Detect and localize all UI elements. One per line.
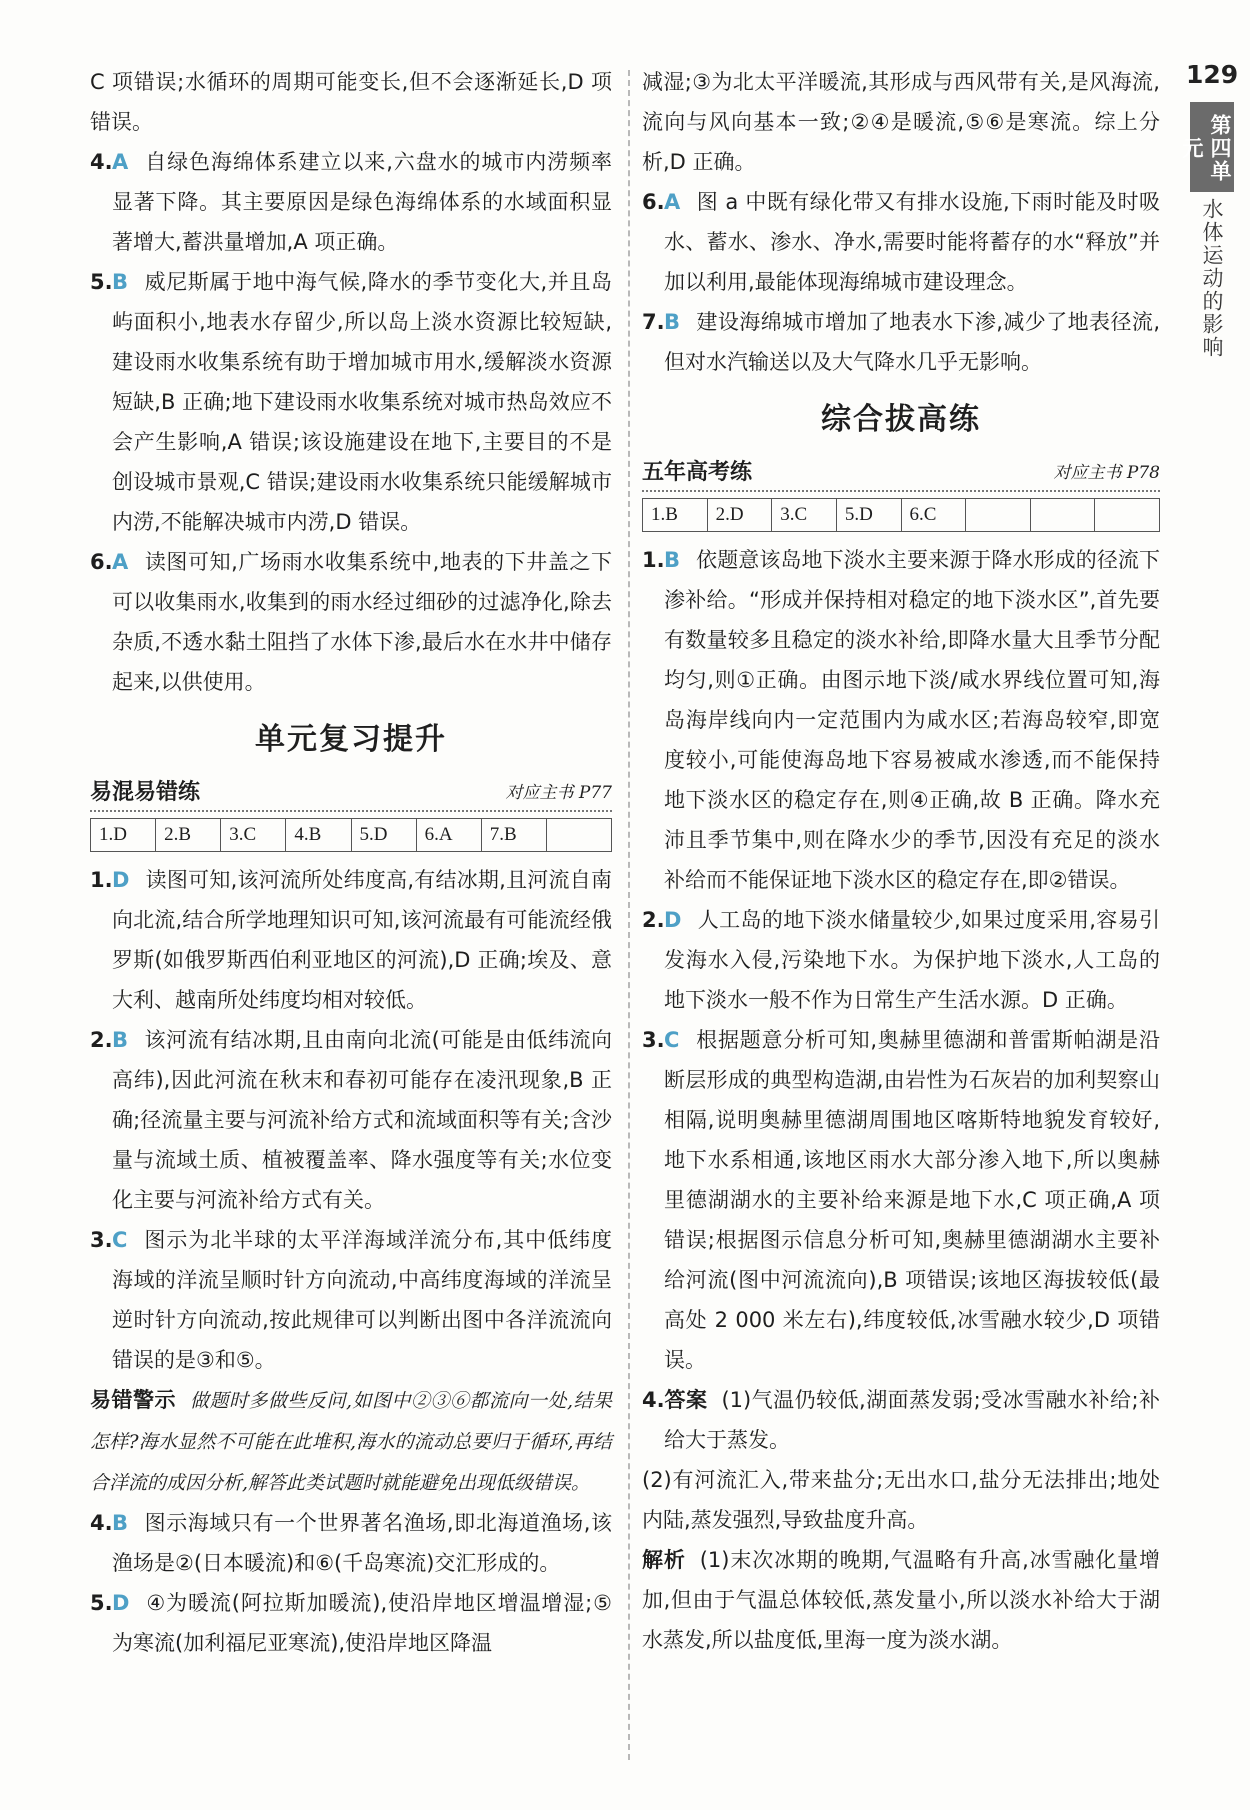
gaokao-item-4-part2: (2)有河流汇入,带来盐分;无出水口,盐分无法排出;地处内陆,蒸发强烈,导致盐度升高。 [642, 1468, 1160, 1532]
error-item-4: 4.B 图示海域只有一个世界著名渔场,即北海道渔场,该渔场是②(日本暖流)和⑥(千岛寒流)交汇形成的。 [90, 1511, 612, 1575]
answer-cell: 5.D [836, 499, 901, 532]
error-item-5: 5.D ④为暖流(阿拉斯加暖流),使沿岸地区增温增湿;⑤为寒流(加利福尼亚寒流),使沿岸地区降温 [90, 1591, 612, 1655]
answer-key-table [90, 818, 612, 852]
answer-cell: 4.B [286, 819, 351, 852]
answer-cell: 3.C [221, 819, 286, 852]
error-item-1: 1.D 读图可知,该河流所处纬度高,有结冰期,且河流自南向北流,结合所学地理知识可知,该河流最有可能流经俄罗斯(如俄罗斯西伯利亚地区的河流),D 正确;埃及、意大利、越南所处纬度均相对较低。 [90, 868, 612, 1012]
answer-cell [1030, 499, 1095, 532]
answer-item-4: 4.A 自绿色海绵体系建立以来,六盘水的城市内涝频率显著下降。其主要原因是绿色海绵体系的水域面积显著增大,蓄洪量增加,A 项正确。 [90, 150, 612, 254]
subsection-header-error-practice [90, 776, 612, 812]
error-item-2: 2.B 该河流有结冰期,且由南向北流(可能是由低纬流向高纬),因此河流在秋末和春初可能存在凌汛现象,B 正确;径流量主要与河流补给方式和流域面积等有关;含沙量与流域土质、植被覆盖率、降水强度等有关;水位变化主要与河流补给方式有关。 [90, 1028, 612, 1212]
answer-cell: 5.D [351, 819, 416, 852]
answer-cell [1095, 499, 1160, 532]
subsection-header-gaokao [642, 456, 1160, 492]
answer-cell: 6.C [901, 499, 966, 532]
answer-cell: 1.B [643, 499, 708, 532]
answer-item-7: 7.B 建设海绵城市增加了地表水下渗,减少了地表径流,但对水汽输送以及大气降水几乎无影响。 [642, 310, 1160, 374]
answer-cell: 3.C [772, 499, 837, 532]
gaokao-item-3: 3.C 根据题意分析可知,奥赫里德湖和普雷斯帕湖是沿断层形成的典型构造湖,由岩性为石灰岩的加利契察山相隔,说明奥赫里德湖周围地区喀斯特地貌发育较好,地下水系相通,该地区雨水大部分渗入地下,所以奥赫里德湖湖水的主要补给来源是地下水,C 项正确,A 项错误;根据图示信息分析可知,奥赫里德湖湖水主要补给河流(图中河流流向),B 项错误;该地区海拔较低(最高处 2 000 米左右),纬度较低,冰雪融水较少,D 项错误。 [642, 1028, 1160, 1372]
column-divider [628, 70, 630, 1760]
reference-page: 对应主书 P78 [1053, 463, 1160, 483]
reference-page: 对应主书 P77 [505, 783, 612, 803]
gaokao-item-4: 4.答案 (1)气温仍较低,湖面蒸发弱;受冰雪融水补给;补给大于蒸发。 [642, 1388, 1161, 1452]
error-warning: 易错警示 做题时多做些反问,如图中②③⑥都流向一处,结果怎样?海水显然不可能在此堆积,海水的流动总要归于循环,再结合洋流的成因分析,解答此类试题时就能避免出现低级错误。 [90, 1388, 613, 1494]
analysis: 解析 (1)末次冰期的晚期,气温略有升高,冰雪融化量增加,但由于气温总体较低,蒸发量小,所以淡水补给大于湖水蒸发,所以盐度低,里海一度为淡水湖。 [642, 1548, 1160, 1652]
error-item-3: 3.C 图示为北半球的太平洋海域洋流分布,其中低纬度海域的洋流呈顺时针方向流动,中高纬度海域的洋流呈逆时针方向流动,按此规律可以判断出图中各洋流流向错误的是③和⑤。 [90, 1228, 612, 1372]
answer-key-table [642, 498, 1160, 532]
gaokao-item-1: 1.B 依题意该岛地下淡水主要来源于降水形成的径流下渗补给。“形成并保持相对稳定的地下淡水区”,首先要有数量较多且稳定的淡水补给,即降水量大且季节分配均匀,则①正确。由图示地下淡/咸水界线位置可知,海岛海岸线向内一定范围内为咸水区;若海岛较窄,即宽度较小,可能使海岛地下容易被咸水渗透,而不能保持地下淡水区的稳定存在,则④正确,故 B 正确。降水充沛且季节集中,则在降水少的季节,因没有充足的淡水补给而不能保证地下淡水区的稳定存在,即②错误。 [642, 548, 1160, 892]
answer-cell: 6.A [416, 819, 481, 852]
answer-cell [546, 819, 611, 852]
subsection-title: 五年高考练 [642, 460, 753, 485]
left-column [90, 62, 612, 1663]
answer-item-6-right: 6.A 图 a 中既有绿化带又有排水设施,下雨时能及时吸水、蓄水、渗水、净水,需要时能将蓄存的水“释放”并加以利用,最能体现海绵城市建设理念。 [642, 190, 1160, 294]
answer-cell: 2.D [707, 499, 772, 532]
answer-cell: 1.D [91, 819, 156, 852]
right-continuation: 减湿;③为北太平洋暖流,其形成与西风带有关,是风海流,流向与风向基本一致;②④是暖流,⑤⑥是寒流。综上分析,D 正确。 [642, 70, 1160, 174]
section-title-unit-review: 单元复习提升 [255, 722, 447, 757]
answer-cell [966, 499, 1031, 532]
answer-cell: 7.B [481, 819, 546, 852]
answer-cell: 2.B [156, 819, 221, 852]
page-number: 129 [1186, 60, 1239, 89]
unit-topic: 水体运动的影响 [1200, 198, 1224, 359]
answer-item-5: 5.B 威尼斯属于地中海气候,降水的季节变化大,并且岛屿面积小,地表水存留少,所以岛上淡水资源比较短缺,建设雨水收集系统有助于增加城市用水,缓解淡水资源短缺,B 正确;地下建设雨水收集系统对城市热岛效应不会产生影响,A 错误;该设施建设在地下,主要目的不是创设城市景观,C 错误;建设雨水收集系统只能缓解城市内涝,不能解决城市内涝,D 错误。 [90, 270, 612, 534]
subsection-title: 易混易错练 [90, 780, 201, 805]
answer-item-6: 6.A 读图可知,广场雨水收集系统中,地表的下井盖之下可以收集雨水,收集到的雨水经过细砂的过滤净化,除去杂质,不透水黏土阻挡了水体下渗,最后水在水井中储存起来,以供使用。 [90, 550, 612, 694]
unit-tab: 第四单元 [1190, 102, 1234, 192]
section-title-comprehensive: 综合拔高练 [821, 402, 981, 437]
left-continuation: C 项错误;水循环的周期可能变长,但不会逐渐延长,D 项错误。 [90, 70, 612, 134]
gaokao-item-2: 2.D 人工岛的地下淡水储量较少,如果过度采用,容易引发海水入侵,污染地下水。为保护地下淡水,人工岛的地下淡水一般不作为日常生产生活水源。D 正确。 [642, 908, 1160, 1012]
right-column [642, 62, 1160, 1660]
